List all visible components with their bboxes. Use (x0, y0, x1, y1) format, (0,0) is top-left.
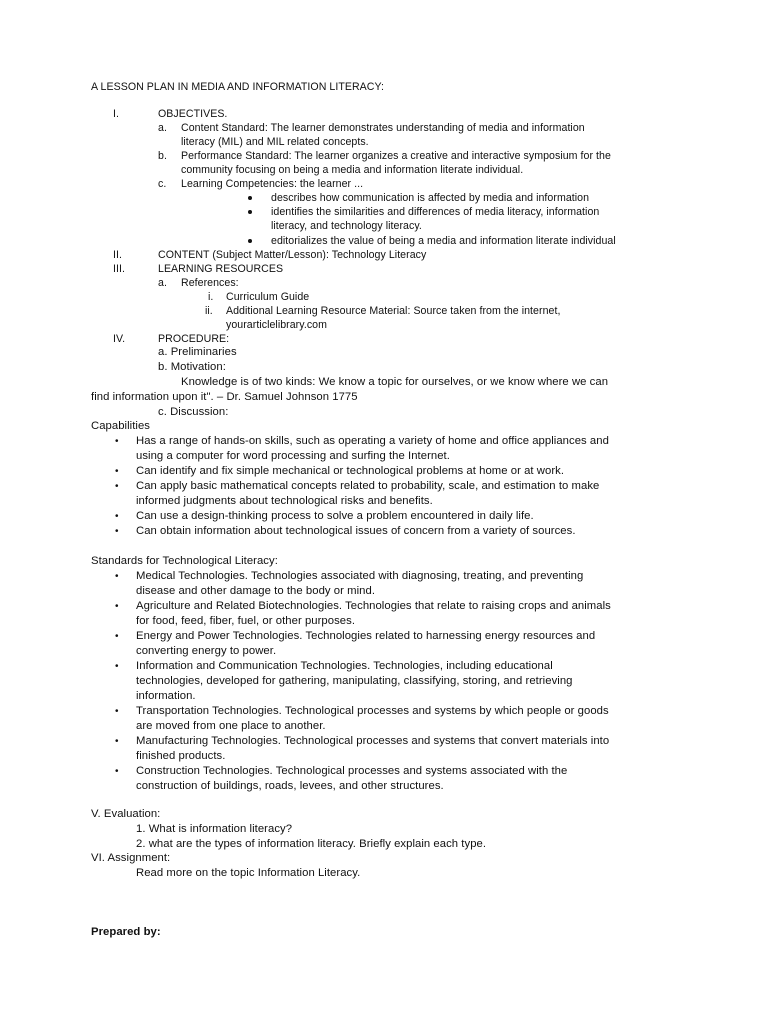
standard-item: Construction Technologies. Technological processes and systems associated with the (136, 765, 568, 777)
standard-item: technologies, developed for gathering, manipulating, classifying, storing, and retrieving (136, 675, 573, 687)
assignment-heading: VI. Assignment: (91, 852, 171, 864)
bullet-icon: • (115, 526, 119, 537)
bullet-icon: • (115, 661, 119, 672)
standard-item: construction of buildings, roads, levees, and other structures. (136, 780, 444, 792)
standard-item: converting energy to power. (136, 645, 277, 657)
standard-item: finished products. (136, 750, 226, 762)
competency-item: describes how communication is affected by media and information (271, 192, 590, 204)
objective-b-marker: b. (158, 150, 167, 162)
procedure-preliminaries: a. Preliminaries (158, 346, 237, 358)
bullet-icon: • (115, 571, 119, 582)
references-label: References: (181, 277, 239, 289)
bullet-icon (248, 196, 252, 200)
capability-item: using a computer for word processing and surfing the Internet. (136, 450, 450, 462)
evaluation-question: 1. What is information literacy? (136, 823, 293, 835)
standard-item: Energy and Power Technologies. Technologies related to harnessing energy resources and (136, 630, 596, 642)
resources-heading: LEARNING RESOURCES (158, 263, 284, 275)
reference-i-marker: i. (208, 291, 214, 303)
section-number-iv: IV. (113, 333, 126, 345)
capability-item: Can identify and fix simple mechanical or technological problems at home or at work. (136, 465, 565, 477)
section-number-ii: II. (113, 249, 122, 261)
section-number-i: I. (113, 108, 119, 120)
standard-item: are moved from one place to another. (136, 720, 326, 732)
standard-item: disease and other damage to the body or mind. (136, 585, 376, 597)
competency-item: editorializes the value of being a media and information literate individual (271, 235, 616, 247)
reference-item: Additional Learning Resource Material: Source taken from the internet, (226, 305, 561, 317)
standard-item: Medical Technologies. Technologies associated with diagnosing, treating, and preventing (136, 570, 584, 582)
prepared-by-label: Prepared by: (91, 926, 161, 938)
assignment-text: Read more on the topic Information Literacy. (136, 867, 361, 879)
capability-item: Can apply basic mathematical concepts related to probability, scale, and estimation to make (136, 480, 600, 492)
section-number-iii: III. (113, 263, 125, 275)
standard-item: Manufacturing Technologies. Technological processes and systems that convert materials into (136, 735, 610, 747)
standard-item: Transportation Technologies. Technological processes and systems by which people or goods (136, 705, 609, 717)
objective-c-marker: c. (158, 178, 167, 190)
reference-item: Curriculum Guide (226, 291, 310, 303)
reference-item: yourarticlelibrary.com (226, 319, 327, 331)
competency-item: identifies the similarities and differences of media literacy, information (271, 206, 600, 218)
evaluation-heading: V. Evaluation: (91, 808, 161, 820)
reference-ii-marker: ii. (205, 305, 213, 317)
procedure-discussion: c. Discussion: (158, 406, 229, 418)
bullet-icon: • (115, 736, 119, 747)
capability-item: Can obtain information about technological issues of concern from a variety of sources. (136, 525, 576, 537)
procedure-motivation: b. Motivation: (158, 361, 226, 373)
motivation-quote: Knowledge is of two kinds: We know a topic for ourselves, or we know where we can (181, 376, 609, 388)
standards-heading: Standards for Technological Literacy: (91, 555, 278, 567)
standard-item: information. (136, 690, 196, 702)
competency-item: literacy, and technology literacy. (271, 220, 422, 232)
capability-item: Can use a design-thinking process to solve a problem encountered in daily life. (136, 510, 534, 522)
bullet-icon: • (115, 601, 119, 612)
bullet-icon: • (115, 436, 119, 447)
objective-a-line: Content Standard: The learner demonstrates understanding of media and information (181, 122, 585, 134)
procedure-heading: PROCEDURE: (158, 333, 230, 345)
bullet-icon: • (115, 706, 119, 717)
standard-item: Information and Communication Technologies. Technologies, including educational (136, 660, 553, 672)
capability-item: Has a range of hands-on skills, such as operating a variety of home and office appliances and (136, 435, 609, 447)
document-title: A LESSON PLAN IN MEDIA AND INFORMATION LITERACY: (91, 81, 385, 93)
capabilities-heading: Capabilities (91, 420, 150, 432)
bullet-icon: • (115, 481, 119, 492)
standard-item: for food, feed, fiber, fuel, or other purposes. (136, 615, 356, 627)
objective-a-marker: a. (158, 122, 167, 134)
objective-c-line: Learning Competencies: the learner ... (181, 178, 364, 190)
resource-a-marker: a. (158, 277, 167, 289)
bullet-icon: • (115, 511, 119, 522)
motivation-quote: find information upon it". – Dr. Samuel Johnson 1775 (91, 391, 358, 403)
objectives-heading: OBJECTIVES. (158, 108, 228, 120)
bullet-icon (248, 210, 252, 214)
bullet-icon: • (115, 631, 119, 642)
objective-a-line: literacy (MIL) and MIL related concepts. (181, 136, 369, 148)
objective-b-line: community focusing on being a media and information literate individual. (181, 164, 524, 176)
bullet-icon: • (115, 766, 119, 777)
bullet-icon (248, 239, 252, 243)
objective-b-line: Performance Standard: The learner organizes a creative and interactive symposium for the (181, 150, 611, 162)
bullet-icon: • (115, 466, 119, 477)
standard-item: Agriculture and Related Biotechnologies. Technologies that relate to raising crops and animals (136, 600, 611, 612)
content-text: CONTENT (Subject Matter/Lesson): Technology Literacy (158, 249, 427, 261)
evaluation-question: 2. what are the types of information literacy. Briefly explain each type. (136, 838, 487, 850)
capability-item: informed judgments about technological risks and benefits. (136, 495, 433, 507)
